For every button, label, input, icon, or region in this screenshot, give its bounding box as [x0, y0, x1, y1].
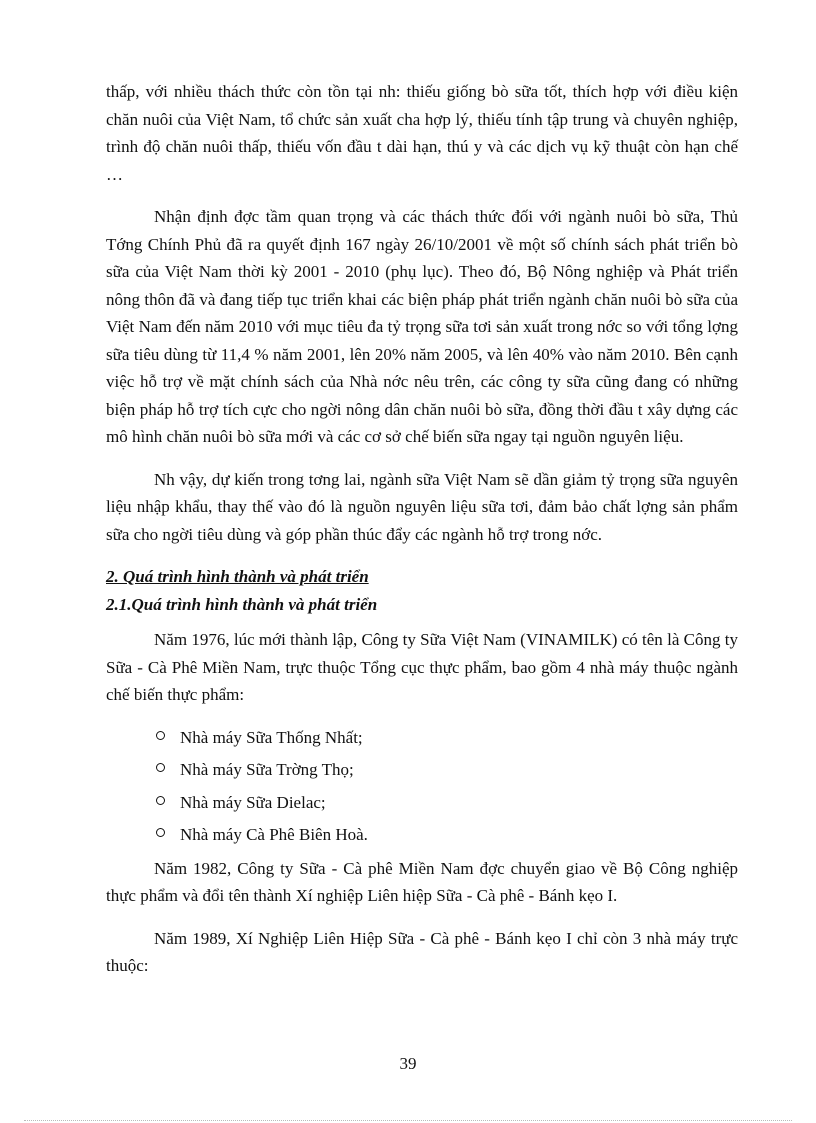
list-item-text: Nhà máy Sữa Trờng Thọ; — [180, 760, 354, 779]
circle-bullet-icon — [156, 796, 165, 805]
circle-bullet-icon — [156, 763, 165, 772]
list-item — [180, 821, 738, 849]
paragraph-founding-1976: Năm 1976, lúc mới thành lập, Công ty Sữa Việt Nam (VINAMILK) có tên là Công ty Sữa - Cà Phê Miền Nam, trực thuộc Tổng cục thực phẩm, bao gồm 4 nhà máy thuộc ngành chế biến thực phẩm: — [106, 630, 738, 704]
paragraph-challenges: thấp, với nhiều thách thức còn tồn tại nh: thiếu giống bò sữa tốt, thích hợp với điều kiện chăn nuôi của Việt Nam, tổ chức sản xuất cha hợp lý, thiếu tính tập trung và chuyên nghiệp, trình độ chăn nuôi thấp, thiếu vốn đầu t dài hạn, thú y và các dịch vụ kỹ thuật còn hạn chế … — [106, 82, 738, 184]
paragraph-1989: Năm 1989, Xí Nghiệp Liên Hiệp Sữa - Cà phê - Bánh kẹo I chỉ còn 3 nhà máy trực thuộc: — [106, 928, 738, 975]
circle-bullet-icon — [156, 828, 165, 837]
section-heading: 2. Quá trình hình thành và phát triển — [106, 567, 369, 586]
factory-list — [106, 724, 738, 849]
list-item — [180, 756, 738, 784]
subsection-heading: 2.1.Quá trình hình thành và phát triển — [106, 594, 378, 614]
list-item-text: Nhà máy Sữa Thống Nhất; — [180, 727, 363, 747]
list-item-text: Nhà máy Sữa Dielac; — [180, 792, 326, 812]
list-item — [180, 724, 738, 752]
paragraph-outlook: Nh vậy, dự kiến trong tơng lai, ngành sữa Việt Nam sẽ dần giảm tỷ trọng sữa nguyên liệu nhập khẩu, thay thế vào đó là nguồn nguyên liệu sữa tơi, đảm bảo chất lợng sản phẩm sữa cho ngời tiêu dùng và góp phần thúc đẩy các ngành hỗ trợ trong nớc. — [106, 469, 738, 544]
document-page — [106, 78, 738, 995]
paragraph-government-decision: Nhận định đợc tầm quan trọng và các thách thức đối với ngành nuôi bò sữa, Thủ Tớng Chính Phủ đã ra quyết định 167 ngày 26/10/2001 về một số chính sách phát triển bò sữa của Việt Nam thời kỳ 2001 - 2010 (phụ lục). Theo đó, Bộ Nông nghiệp và Phát triển nông thôn đã và đang tiếp tục triển khai các biện pháp phát triển ngành chăn nuôi bò sữa của Việt Nam đến năm 2010 với mục tiêu đa tỷ trọng sữa tơi sản xuất trong nớc so với tổng lợng sữa tiêu dùng từ 11,4 % năm 2001, lên 20% năm 2005, và lên 40% vào năm 2010. Bên cạnh việc hỗ trợ về mặt chính sách của Nhà nớc nêu trên, các công ty sữa cũng đang có những biện pháp hỗ trợ tích cực cho ngời nông dân chăn nuôi bò sữa, đồng thời đầu t xây dựng các mô hình chăn nuôi bò sữa mới và các cơ sở chế biến sữa ngay tại nguồn nguyên liệu. — [106, 207, 738, 446]
paragraph-1982: Năm 1982, Công ty Sữa - Cà phê Miền Nam đợc chuyển giao về Bộ Công nghiệp thực phẩm và đổi tên thành Xí nghiệp Liên hiệp Sữa - Cà phê - Bánh kẹo I. — [106, 858, 738, 905]
list-item — [180, 789, 738, 817]
circle-bullet-icon — [156, 731, 165, 740]
footer-divider — [24, 1120, 792, 1121]
page-number: 39 — [399, 1054, 417, 1073]
list-item-text: Nhà máy Cà Phê Biên Hoà. — [180, 825, 368, 844]
